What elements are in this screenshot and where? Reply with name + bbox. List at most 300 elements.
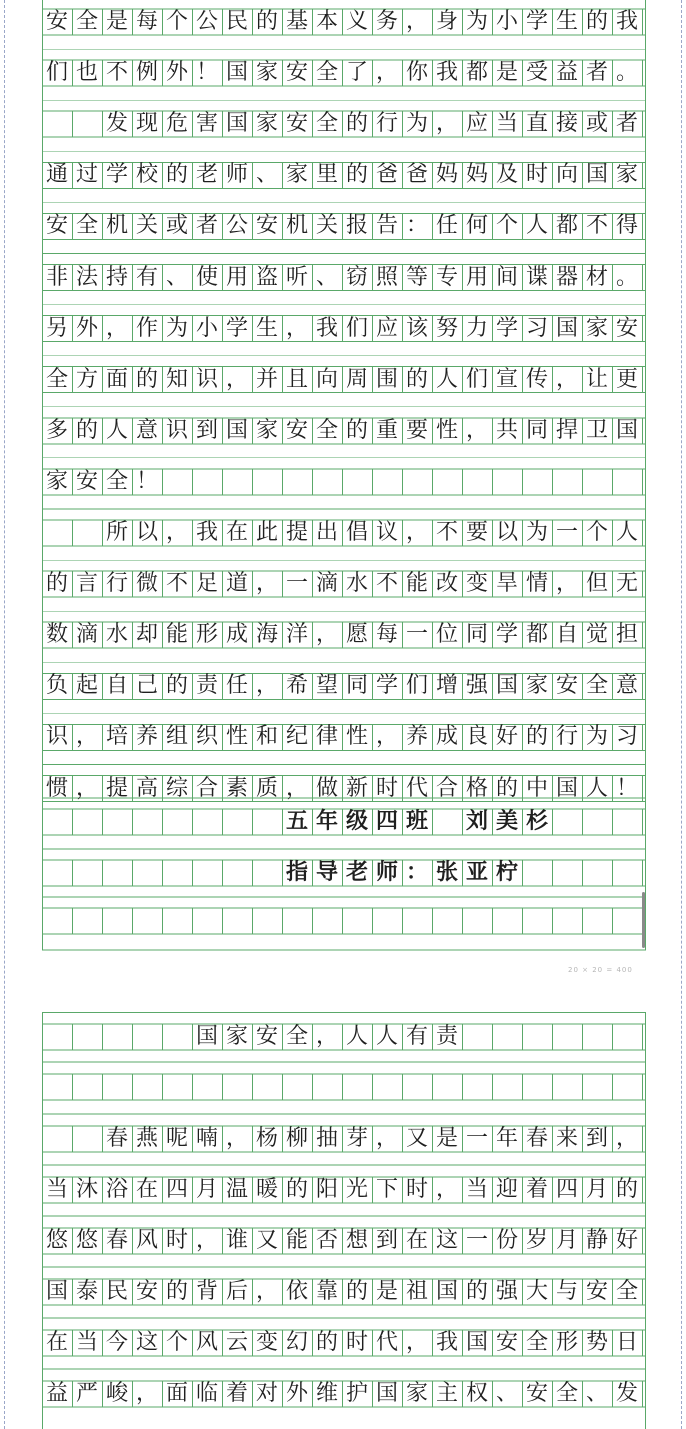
grid-char: 道 — [225, 571, 248, 597]
grid-char: 时 — [405, 1177, 428, 1202]
essay-line — [42, 520, 646, 546]
grid-char: 是 — [435, 1126, 458, 1151]
grid-char: 依 — [285, 1279, 308, 1304]
grid-char: 老 — [345, 860, 368, 885]
grid-char: 时 — [525, 162, 548, 188]
grid-char: 个 — [165, 9, 188, 34]
grid-char: 合 — [195, 775, 218, 801]
grid-char: 的 — [255, 9, 278, 34]
grid-char: 春 — [525, 1126, 548, 1151]
grid-char: ！ — [615, 775, 638, 801]
grid-char: 为 — [465, 9, 488, 34]
grid-char: 们 — [345, 315, 368, 341]
grid-char: 民 — [225, 9, 248, 34]
grid-char: 国 — [45, 1279, 68, 1304]
grid-char: 者 — [195, 213, 218, 239]
grid-char: 意 — [615, 673, 638, 699]
grid-char: 国 — [435, 1279, 458, 1304]
grid-char: 主 — [435, 1381, 458, 1406]
grid-char: 家 — [45, 468, 68, 494]
essay-line — [42, 213, 646, 239]
grid-char: 的 — [165, 162, 188, 188]
grid-char: 公 — [225, 213, 248, 239]
essay-line — [42, 724, 646, 750]
grid-char: 杉 — [525, 809, 548, 834]
grid-char: 报 — [345, 213, 368, 239]
grid-char: 对 — [255, 1381, 278, 1406]
essay-line — [42, 418, 646, 444]
grid-char: ， — [615, 1126, 638, 1151]
grid-char: 关 — [315, 213, 338, 239]
grid-char: 国 — [465, 1330, 488, 1355]
grid-char: 在 — [135, 1177, 158, 1202]
grid-char: 的 — [75, 417, 98, 443]
grid-char: 通 — [45, 162, 68, 188]
grid-char: 害 — [195, 111, 218, 137]
grid-char: 、 — [495, 1381, 518, 1406]
essay-line — [42, 9, 646, 35]
grid-char: 权 — [465, 1381, 488, 1406]
grid-char: 每 — [375, 622, 398, 648]
grid-char: ， — [105, 315, 128, 341]
grid-char: 全 — [525, 1330, 548, 1355]
essay-line — [42, 316, 646, 342]
grid-char: 材 — [585, 264, 608, 290]
grid-char: ， — [315, 622, 338, 648]
grid-char: 面 — [105, 366, 128, 392]
grid-char: 危 — [165, 111, 188, 137]
grid-char: 形 — [195, 622, 218, 648]
grid-char: 传 — [525, 366, 548, 392]
grid-char: 迎 — [495, 1177, 518, 1202]
grid-char: 却 — [135, 622, 158, 648]
grid-char: 发 — [615, 1381, 638, 1406]
grid-char: 得 — [615, 213, 638, 239]
grid-char: 在 — [405, 1228, 428, 1253]
grid-char: 所 — [105, 520, 128, 545]
grid-char: 变 — [255, 1330, 278, 1355]
grid-char: 一 — [285, 571, 308, 597]
grid-char: 过 — [75, 162, 98, 188]
grid-char: 时 — [165, 1228, 188, 1253]
grid-char: 不 — [585, 213, 608, 239]
grid-char: 基 — [285, 9, 308, 34]
grid-char: 安 — [75, 468, 98, 494]
essay-line — [42, 1126, 646, 1152]
grid-char: 我 — [435, 60, 458, 86]
grid-char: 的 — [165, 673, 188, 699]
grid-char: 在 — [45, 1330, 68, 1355]
grid-char: 安 — [285, 111, 308, 137]
grid-char: 有 — [405, 1024, 428, 1049]
grid-char: 受 — [525, 60, 548, 86]
grid-char: 国 — [225, 417, 248, 443]
grid-char: 共 — [495, 417, 518, 443]
grid-char: 识 — [165, 417, 188, 443]
grid-char: 等 — [405, 264, 428, 290]
grid-char: 行 — [555, 724, 578, 750]
grid-char: 幻 — [285, 1330, 308, 1355]
grid-char — [42, 520, 72, 546]
grid-char: 个 — [495, 213, 518, 239]
grid-char: 到 — [585, 1126, 608, 1151]
grid-char: 用 — [465, 264, 488, 290]
grid-char: 律 — [315, 724, 338, 750]
grid-char: 照 — [375, 264, 398, 290]
grid-char: 我 — [195, 520, 218, 545]
grid-char: ， — [255, 1279, 278, 1304]
grid-char: 家 — [225, 1024, 248, 1049]
grid-char: 柳 — [285, 1126, 308, 1151]
grid-char: 告 — [375, 213, 398, 239]
grid-char: 好 — [615, 1228, 638, 1253]
grid-char: 时 — [345, 1330, 368, 1355]
grid-char: 的 — [315, 1330, 338, 1355]
grid-char: 人 — [615, 520, 638, 545]
grid-char: 杨 — [255, 1126, 278, 1151]
grid-char: ， — [375, 60, 398, 86]
grid-char: 素 — [225, 775, 248, 801]
grid-char: 起 — [75, 673, 98, 699]
grid-char: 一 — [465, 1126, 488, 1151]
grid-char: 好 — [495, 724, 518, 750]
grid-char — [72, 111, 102, 137]
grid-char — [432, 809, 462, 835]
grid-char: 能 — [405, 571, 428, 597]
grid-char: 月 — [585, 1177, 608, 1202]
grid-char: 不 — [105, 60, 128, 86]
grid-char: 与 — [555, 1279, 578, 1304]
grid-char: ， — [165, 520, 188, 545]
grid-char: 让 — [585, 366, 608, 392]
grid-char: ， — [285, 775, 308, 801]
grid-char: ， — [405, 1330, 428, 1355]
grid-char: 议 — [375, 520, 398, 545]
grid-char — [42, 1126, 72, 1152]
grid-char: 任 — [225, 673, 248, 699]
grid-char: 当 — [465, 1177, 488, 1202]
grid-char: 努 — [435, 315, 458, 341]
grid-char: 代 — [405, 775, 428, 801]
grid-char: 及 — [495, 162, 518, 188]
grid-char: 来 — [555, 1126, 578, 1151]
grid-char: 民 — [105, 1279, 128, 1304]
grid-char: 改 — [435, 571, 458, 597]
grid-char: 同 — [525, 417, 548, 443]
grid-char: 护 — [345, 1381, 368, 1406]
grid-char: 亚 — [465, 860, 488, 885]
grid-char: 养 — [135, 724, 158, 750]
grid-char: 责 — [195, 673, 218, 699]
grid-char: 、 — [165, 264, 188, 290]
grid-char: 窃 — [345, 264, 368, 290]
essay-sheet-new — [42, 1012, 646, 1429]
grid-char: 的 — [495, 775, 518, 801]
grid-char: 无 — [615, 571, 638, 597]
grid-char: 外 — [285, 1381, 308, 1406]
grid-char: 谍 — [525, 264, 548, 290]
page-footer-mark: 20 × 20 = 400 — [568, 966, 633, 974]
right-page-margin — [681, 0, 682, 1429]
grid-char: 全 — [315, 111, 338, 137]
grid-char: 以 — [495, 520, 518, 545]
grid-char: 位 — [435, 622, 458, 648]
grid-char: 同 — [465, 622, 488, 648]
grid-char: 人 — [105, 417, 128, 443]
grid-char: ： — [405, 213, 428, 239]
grid-char: 生 — [555, 9, 578, 34]
grid-char: ： — [405, 860, 428, 885]
grid-char: 发 — [105, 111, 128, 137]
grid-char: 听 — [285, 264, 308, 290]
grid-char: 的 — [345, 1279, 368, 1304]
grid-char: 面 — [165, 1381, 188, 1406]
grid-char: 当 — [45, 1177, 68, 1202]
grid-char: 安 — [285, 60, 308, 86]
grid-char: 质 — [255, 775, 278, 801]
grid-char: 人 — [375, 1024, 398, 1049]
grid-char: 义 — [345, 9, 368, 34]
grid-char: 代 — [375, 1330, 398, 1355]
grid-char: 性 — [435, 417, 458, 443]
grid-char: 势 — [585, 1330, 608, 1355]
grid-char: 行 — [105, 571, 128, 597]
grid-char: 家 — [255, 111, 278, 137]
grid-char: 春 — [105, 1228, 128, 1253]
grid-char: 洋 — [285, 622, 308, 648]
grid-char: 年 — [495, 1126, 518, 1151]
grid-char: 国 — [585, 162, 608, 188]
left-page-margin — [4, 0, 5, 1429]
grid-char: 数 — [45, 622, 68, 648]
grid-char: 愿 — [345, 622, 368, 648]
grid-char: 小 — [195, 315, 218, 341]
grid-char: 滴 — [75, 622, 98, 648]
grid-char: 美 — [495, 809, 518, 834]
essay-line — [42, 1177, 646, 1203]
grid-char: 当 — [75, 1330, 98, 1355]
grid-char: 水 — [105, 622, 128, 648]
grid-char: ， — [405, 9, 428, 34]
grid-char: 都 — [555, 213, 578, 239]
grid-char: 芽 — [345, 1126, 368, 1151]
scrollbar-thumb[interactable] — [642, 892, 645, 948]
grid-char: 不 — [165, 571, 188, 597]
grid-char: 良 — [465, 724, 488, 750]
grid-char: 旱 — [495, 571, 518, 597]
grid-char: 都 — [465, 60, 488, 86]
grid-char: 机 — [285, 213, 308, 239]
grid-char: 方 — [75, 366, 98, 392]
grid-char: 国 — [225, 60, 248, 86]
grid-char: 国 — [555, 315, 578, 341]
grid-char: 安 — [135, 1279, 158, 1304]
grid-char: 着 — [525, 1177, 548, 1202]
grid-char: 学 — [375, 673, 398, 699]
grid-char: ， — [315, 1024, 338, 1049]
grid-char: 风 — [195, 1330, 218, 1355]
grid-char — [72, 520, 102, 546]
grid-char: 了 — [345, 60, 368, 86]
grid-char: 习 — [525, 315, 548, 341]
grid-char: 卫 — [585, 417, 608, 443]
grid-char: 安 — [45, 9, 68, 34]
grid-char: 月 — [555, 1228, 578, 1253]
grid-char: 学 — [525, 9, 548, 34]
grid-char: 老 — [195, 162, 218, 188]
grid-char: 导 — [315, 860, 338, 885]
grid-char: 严 — [75, 1381, 98, 1406]
grid-char: 这 — [135, 1330, 158, 1355]
essay-sheet-continued — [42, 0, 646, 952]
grid-char: 又 — [405, 1126, 428, 1151]
grid-char: 滴 — [315, 571, 338, 597]
grid-char: 身 — [435, 9, 458, 34]
grid-char: 倡 — [345, 520, 368, 545]
grid-char: 是 — [375, 1279, 398, 1304]
grid-char: 呢 — [165, 1126, 188, 1151]
grid-char: 同 — [345, 673, 368, 699]
grid-char: 四 — [375, 809, 398, 834]
grid-char: 否 — [315, 1228, 338, 1253]
grid-char: 安 — [525, 1381, 548, 1406]
grid-char: 国 — [615, 417, 638, 443]
grid-char: 维 — [315, 1381, 338, 1406]
grid-char: 直 — [525, 111, 548, 137]
essay-line — [42, 1330, 646, 1356]
grid-char: 或 — [585, 111, 608, 137]
grid-char: 安 — [45, 213, 68, 239]
grid-char: 国 — [225, 111, 248, 137]
grid-char: 强 — [465, 673, 488, 699]
grid-char: 何 — [465, 213, 488, 239]
grid-char: 家 — [615, 162, 638, 188]
grid-char: 的 — [45, 571, 68, 597]
grid-char: 全 — [315, 60, 338, 86]
grid-char: 全 — [315, 417, 338, 443]
grid-char: 识 — [45, 724, 68, 750]
grid-char: 持 — [105, 264, 128, 290]
grid-char: 并 — [255, 366, 278, 392]
essay-title-row — [42, 1024, 646, 1050]
essay-line — [42, 60, 646, 86]
grid-char: 全 — [555, 1381, 578, 1406]
grid-char: 用 — [225, 264, 248, 290]
grid-char: 也 — [75, 60, 98, 86]
grid-char: 例 — [135, 60, 158, 86]
grid-char: 到 — [375, 1228, 398, 1253]
grid-char: 变 — [465, 571, 488, 597]
grid-char: 的 — [465, 1279, 488, 1304]
grid-char: 专 — [435, 264, 458, 290]
grid-char: 言 — [75, 571, 98, 597]
grid-char: 但 — [585, 571, 608, 597]
grid-char: 增 — [435, 673, 458, 699]
grid-char: 安 — [615, 315, 638, 341]
grid-char: 作 — [135, 315, 158, 341]
signature-class-row — [42, 809, 646, 835]
grid-char: 全 — [75, 213, 98, 239]
grid-char: 器 — [555, 264, 578, 290]
grid-char: 觉 — [585, 622, 608, 648]
grid-char: 一 — [405, 622, 428, 648]
grid-char: 我 — [615, 9, 638, 34]
grid-char — [72, 1126, 102, 1152]
grid-paper — [42, 1012, 646, 1429]
grid-char: 关 — [135, 213, 158, 239]
grid-char: 泰 — [75, 1279, 98, 1304]
grid-char: 是 — [105, 9, 128, 34]
grid-char: ， — [285, 315, 308, 341]
grid-char: 春 — [105, 1126, 128, 1151]
grid-char: 喃 — [195, 1126, 218, 1151]
grid-char: 家 — [285, 162, 308, 188]
grid-char: 能 — [165, 622, 188, 648]
grid-char: 成 — [225, 622, 248, 648]
essay-line — [42, 469, 646, 495]
grid-char: 或 — [165, 213, 188, 239]
grid-char: 四 — [165, 1177, 188, 1202]
grid-char: 暖 — [255, 1177, 278, 1202]
grid-char: ， — [255, 673, 278, 699]
grid-char: 祖 — [405, 1279, 428, 1304]
grid-char: 以 — [135, 520, 158, 545]
grid-char: 外 — [75, 315, 98, 341]
grid-char: 。 — [615, 60, 638, 86]
grid-char: 学 — [225, 315, 248, 341]
grid-char: 另 — [45, 315, 68, 341]
grid-char: 国 — [555, 775, 578, 801]
grid-char: 做 — [315, 775, 338, 801]
grid-char: 人 — [435, 366, 458, 392]
grid-char: 五 — [285, 809, 308, 834]
grid-char: 级 — [345, 809, 368, 834]
grid-char: 水 — [345, 571, 368, 597]
grid-char: 本 — [315, 9, 338, 34]
grid-char: 时 — [375, 775, 398, 801]
grid-char: 海 — [255, 622, 278, 648]
grid-char: 知 — [165, 366, 188, 392]
grid-char: 纪 — [285, 724, 308, 750]
grid-char: 安 — [585, 1279, 608, 1304]
grid-char: 且 — [285, 366, 308, 392]
grid-char: 组 — [165, 724, 188, 750]
grid-char: ， — [555, 366, 578, 392]
grid-char: 负 — [45, 673, 68, 699]
grid-char: 出 — [315, 520, 338, 545]
grid-char: 每 — [135, 9, 158, 34]
grid-char: 靠 — [315, 1279, 338, 1304]
grid-char: 着 — [225, 1381, 248, 1406]
grid-char: 为 — [525, 520, 548, 545]
grid-char: 多 — [45, 417, 68, 443]
grid-char: 临 — [195, 1381, 218, 1406]
grid-char: 使 — [195, 264, 218, 290]
grid-char: 此 — [255, 520, 278, 545]
grid-char: 们 — [405, 673, 428, 699]
grid-char: 公 — [195, 9, 218, 34]
grid-char: 你 — [405, 60, 428, 86]
grid-char: 全 — [585, 673, 608, 699]
grid-char: 格 — [465, 775, 488, 801]
grid-char: 国 — [375, 1381, 398, 1406]
grid-char: ， — [135, 1381, 158, 1406]
grid-char: 意 — [135, 417, 158, 443]
grid-char: 的 — [405, 366, 428, 392]
grid-char: 全 — [45, 366, 68, 392]
grid-char: ， — [405, 520, 428, 545]
grid-char: 新 — [345, 775, 368, 801]
